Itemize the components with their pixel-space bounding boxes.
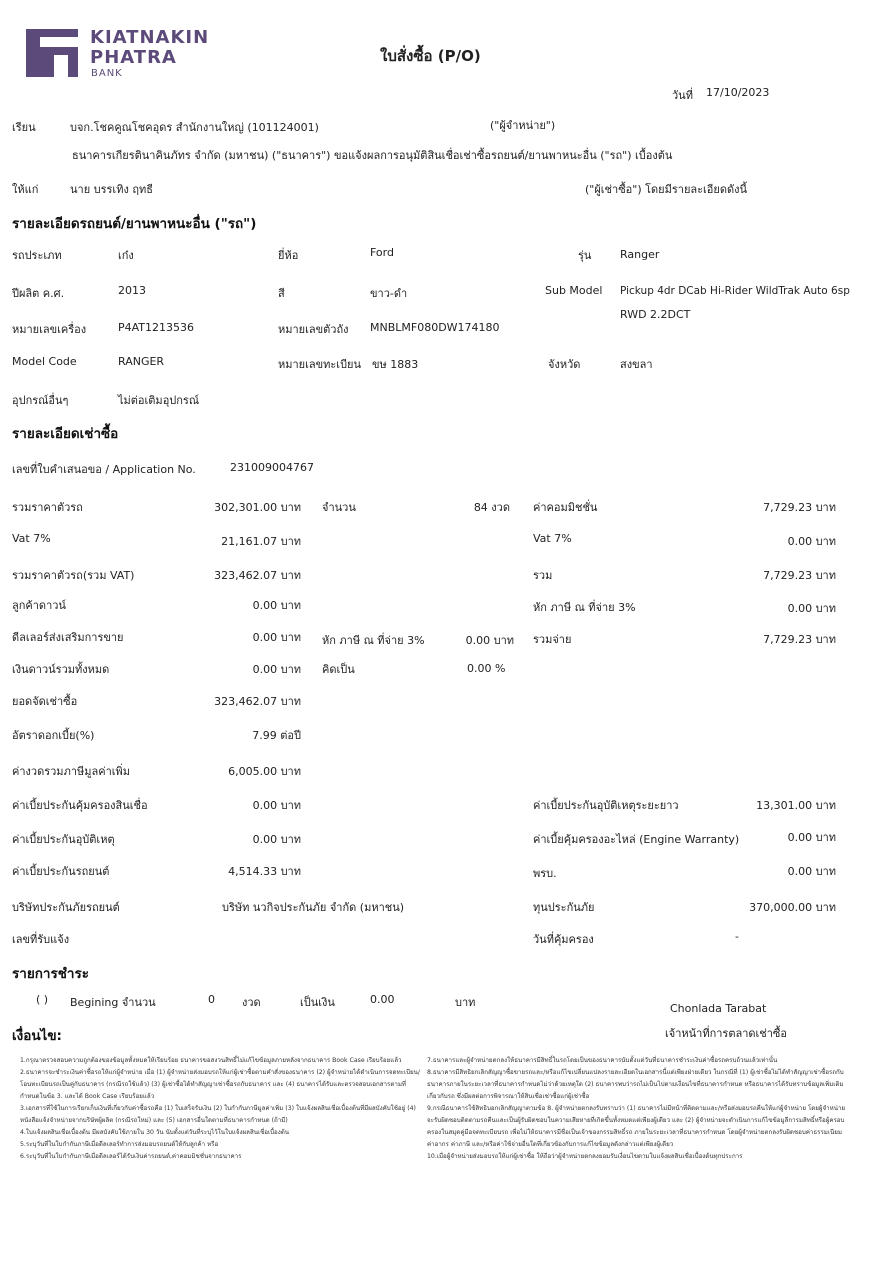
- brand-value: Ford: [370, 246, 394, 259]
- cmi-label: พรบ.: [533, 867, 557, 880]
- vat-value: 21,161.07 บาท: [221, 535, 301, 548]
- pct-value: 0.00 %: [467, 662, 506, 675]
- bank-logo-icon: [20, 25, 82, 81]
- app-value: 231009004767: [230, 461, 314, 474]
- price-value: 302,301.00 บาท: [214, 501, 301, 514]
- price-label: รวมราคาตัวรถ: [12, 501, 83, 514]
- to-role: ("ผู้จำหน่าย"): [490, 119, 556, 132]
- equip-label: อุปกรณ์อื่นๆ: [12, 394, 69, 407]
- equip-value: ไม่ต่อเติมอุปกรณ์: [118, 394, 200, 407]
- sum-label: รวม: [533, 569, 553, 582]
- lease-heading: รายละเอียดเช่าซื้อ: [12, 426, 119, 442]
- condition-item: 3.เอกสารที่ใช้ในการเรียกเก็บเงินที่เกี่ยวกับค่าซื้อรถคือ (1) ใบเสร็จรับเงิน (2) ใบกำกับภาษีมูลค่าเพิ่ม (3) ใบแจ้งผลสินเชื่อเบื้องต้นที่มีผลบังคับใช้อยู่ (4) หนังสือแจ้งจำหน่ายจากบริษัทผู้ผลิต (กรณีรถใหม่) และ (5) เอกสารอื่นใดตามที่ธนาคารกำหนด (ถ้ามี): [20, 1105, 416, 1124]
- logo-line1: KIATNAKIN: [90, 27, 210, 48]
- credit-label: ค่าเบี้ยประกันคุ้มครองสินเชื่อ: [12, 799, 148, 812]
- vehicle-heading: รายละเอียดรถยนต์/ยานพาหนะอื่น ("รถ"): [12, 216, 257, 232]
- conditions-heading: เงื่อนไข:: [12, 1028, 62, 1044]
- down-label: ลูกค้าดาวน์: [12, 599, 66, 612]
- term-label: จำนวน: [322, 501, 356, 514]
- condition-item: 2.ธนาคารจะชำระเงินค่าซื้อรถให้แก่ผู้จำหน่าย เมื่อ (1) ผู้จำหน่ายส่งมอบรถให้แก่ผู้เช่าซื้อตามคำสั่งของธนาคาร (2) ผู้จำหน่ายได้ดำเนินการจดทะเบียน/โอนทะเบียนรถเป็นคู่กับธนาคาร (กรณีรถใช้แล้ว) (3) ผู้เช่าซื้อได้ทำสัญญาเช่าซื้อรถกับธนาคาร และ (4) ธนาคารได้รับและตรวจสอบเอกสารตามที่กำหนดในข้อ 3. และได้ Book Case เรียบร้อยแล้ว: [20, 1069, 420, 1100]
- condition-item: 7.ธนาคารและผู้จำหน่ายตกลงให้ธนาคารมีสิทธิ์ในรถโดยเป็นของธนาคารนับตั้งแต่วันที่ธนาคารชำระเงินค่าซื้อรถครบถ้วนแล้วเท่านั้น: [427, 1057, 778, 1064]
- signer-title: เจ้าหน้าที่การตลาดเช่าซื้อ: [665, 1027, 788, 1040]
- amount-value: 0.00: [370, 993, 395, 1006]
- condition-item: 4.ใบแจ้งผลสินเชื่อเบื้องต้น มีผลบังคับใช้ภายใน 30 วัน นับตั้งแต่วันที่ระบุไว้ในใบแจ้งผลสินเชื่อเบื้องต้น: [20, 1129, 290, 1136]
- pa-label: ค่าเบี้ยประกันอุบัติเหตุ: [12, 833, 115, 846]
- condition-item: 9.กรณีธนาคารใช้สิทธิบอกเลิกสัญญาตามข้อ 8. ผู้จำหน่ายตกลงรับทราบว่า (1) ธนาคารไม่มีหน้าที่ติดตามและ/หรือส่งมอบรถคืนให้แก่ผู้จำหน่าย โดยผู้จำหน่ายจะรับผิดชอบติดตามรถคืนและเป็นผู้รับผิดชอบในความเสียหายที่เกิดขึ้นทั้งหมดแต่เพียงผู้เดียว และ (2) ผู้จำหน่ายจะดำเนินการแก้ไขข้อมูลีการมสิทธิ์หรือผู้ครอบครองในสมุดคู่มือจดทะเบียนรถ เพื่อไม่ให้ธนาคารมีชื่อเป็นเจ้าของกรรมสิทธิ์รถ ภายในระยะเวลาที่ธนาคารกำหนด โดยผู้จำหน่ายตกลงรับผิดชอบค่าธรรมเนียม ค่าอากร ค่าภาษี และ/หรือค่าใช้จ่ายอื่นใดที่เกี่ยวข้องกับการแก้ไขข้อมูลดังกล่าวแต่เพียงผู้เดียว: [427, 1105, 846, 1148]
- logo-line3: BANK: [91, 68, 123, 79]
- to-value: บจก.โชคคูณโชคอุดร สำนักงานใหญ่ (101124001): [70, 121, 319, 134]
- payment-checkbox: ( ): [36, 993, 49, 1006]
- dwht-label: หัก ภาษี ณ ที่จ่าย 3%: [322, 634, 425, 647]
- province-value: สงขลา: [620, 358, 653, 371]
- payment-heading: รายการชำระ: [12, 966, 89, 982]
- sum-value: 7,729.23 บาท: [763, 569, 836, 582]
- condition-item: 10.เมื่อผู้จำหน่ายส่งมอบรถให้แก่ผู้เช่าซื้อ ให้ถือว่าผู้จำหน่ายตกลงยอมรับเงื่อนไขตามใบแจ้งผลสินเชื่อเบื้องต้นทุกประการ: [427, 1153, 743, 1160]
- eng-value: 0.00 บาท: [787, 831, 836, 844]
- coverage-label: วันที่คุ้มครอง: [533, 933, 594, 946]
- vat-label: Vat 7%: [12, 532, 51, 545]
- engine-label: หมายเลขเครื่อง: [12, 323, 87, 336]
- amount-currency: บาท: [455, 996, 476, 1009]
- insco-label: บริษัทประกันภัยรถยนต์: [12, 901, 120, 914]
- bank-logo: [20, 25, 210, 85]
- down-value: 0.00 บาท: [252, 599, 301, 612]
- dwht-value: 0.00 บาท: [465, 634, 514, 647]
- app-label: เลขที่ใบคำเสนอขอ / Application No.: [12, 463, 196, 476]
- pricevat-value: 323,462.07 บาท: [214, 569, 301, 582]
- begin-unit: งวด: [242, 996, 261, 1009]
- finance-value: 323,462.07 บาท: [214, 695, 301, 708]
- rate-value: 7.99 ต่อปี: [252, 729, 301, 742]
- comm-value: 7,729.23 บาท: [763, 501, 836, 514]
- totalpay-label: รวมจ่าย: [533, 633, 572, 646]
- comm-label: ค่าคอมมิชชั่น: [533, 501, 598, 514]
- sum-ins-value: 370,000.00 บาท: [749, 901, 836, 914]
- date-label: วันที่: [672, 89, 693, 102]
- totalpay-value: 7,729.23 บาท: [763, 633, 836, 646]
- coverage-value: -: [735, 930, 739, 943]
- model-label: รุ่น: [578, 249, 592, 262]
- begin-label: Begining จำนวน: [70, 996, 156, 1009]
- submodel-label: Sub Model: [545, 284, 603, 297]
- modelcode-value: RANGER: [118, 355, 165, 368]
- model-value: Ranger: [620, 248, 660, 261]
- totaldown-value: 0.00 บาท: [252, 663, 301, 676]
- for-value: นาย บรรเทิง ฤทธี: [70, 183, 153, 196]
- for-role: ("ผู้เช่าซื้อ") โดยมีรายละเอียดดังนี้: [585, 183, 748, 196]
- for-label: ให้แก่: [12, 183, 39, 196]
- signer-name: Chonlada Tarabat: [670, 1002, 767, 1015]
- to-label: เรียน: [12, 121, 36, 134]
- chassis-value: MNBLMF080DW174180: [370, 321, 500, 334]
- svat-label: ค่างวดรวมภาษีมูลค่าเพิ่ม: [12, 765, 131, 778]
- conditions-left: [20, 1055, 420, 1163]
- vat2-label: Vat 7%: [533, 532, 572, 545]
- pa-value: 0.00 บาท: [252, 833, 301, 846]
- color-label: สี: [278, 287, 285, 300]
- color-value: ขาว-ดำ: [370, 287, 408, 300]
- svat-value: 6,005.00 บาท: [228, 765, 301, 778]
- condition-item: 8.ธนาคารมีสิทธิยกเลิกสัญญาซื้อขายรถและ/หรือแก้ไขเปลี่ยนแปลงรายละเอียดในเอกสารนี้แต่เพียงฝ่ายเดียว ในกรณีที่ (1) ผู้เช่าซื้อไม่ได้ทำสัญญาเช่าซื้อรถกับธนาคารภายในระยะเวลาที่ธนาคารกำหนดไม่ว่าด้วยเหตุใด (2) ธนาคารพบว่ารถไม่เป็นไปตามเงื่อนไขที่ธนาคารกำหนด หรือธนาคารได้รับทราบข้อมูลเพิ่มเติมเกี่ยวกับรถ ซึ่งมีผลต่อการพิจารณาให้สินเชื่อเช่าซื้อแก่ผู้เช่าซื้อ: [427, 1069, 844, 1100]
- type-label: รถประเภท: [12, 249, 62, 262]
- car-label: ค่าเบี้ยประกันรถยนต์: [12, 865, 110, 878]
- dealer-label: ดีลเลอร์ส่งเสริมการขาย: [12, 631, 124, 644]
- date-value: 17/10/2023: [706, 86, 770, 99]
- brand-label: ยี่ห้อ: [278, 249, 299, 262]
- rate-label: อัตราดอกเบี้ย(%): [12, 729, 95, 742]
- page-title: ใบสั่งซื้อ (P/O): [380, 47, 481, 65]
- cmi-value: 0.00 บาท: [787, 865, 836, 878]
- vat2-value: 0.00 บาท: [787, 535, 836, 548]
- notice-label: เลขที่รับแจ้ง: [12, 933, 70, 946]
- year-label: ปีผลิต ค.ศ.: [12, 287, 65, 300]
- submodel-value-1: Pickup 4dr DCab Hi-Rider WildTrak Auto 6sp: [620, 285, 850, 297]
- intro-text: ธนาคารเกียรตินาคินภัทร จำกัด (มหาชน) ("ธนาคาร") ขอแจ้งผลการอนุมัติสินเชื่อเช่าซื้อรถยนต์/ยานพาหนะอื่น ("รถ") เบื้องต้น: [72, 149, 673, 162]
- conditions-right: [427, 1055, 847, 1163]
- begin-count: 0: [208, 993, 215, 1006]
- wht-value: 0.00 บาท: [787, 602, 836, 615]
- reg-label: หมายเลขทะเบียน: [278, 358, 362, 371]
- submodel-value-2: RWD 2.2DCT: [620, 308, 691, 321]
- year-value: 2013: [118, 284, 146, 297]
- province-label: จังหวัด: [548, 358, 581, 371]
- pct-label: คิดเป็น: [322, 663, 355, 676]
- wht-label: หัก ภาษี ณ ที่จ่าย 3%: [533, 601, 636, 614]
- sum-ins-label: ทุนประกันภัย: [533, 901, 595, 914]
- pa-long-label: ค่าเบี้ยประกันอุบัติเหตุระยะยาว: [533, 799, 679, 812]
- modelcode-label: Model Code: [12, 355, 77, 368]
- chassis-label: หมายเลขตัวถัง: [278, 323, 349, 336]
- insco-value: บริษัท นวกิจประกันภัย จำกัด (มหาชน): [222, 901, 405, 914]
- reg-value: ขษ 1883: [372, 358, 419, 371]
- pricevat-label: รวมราคาตัวรถ(รวม VAT): [12, 569, 135, 582]
- condition-item: 6.ระบุวันที่ในใบกำกับภาษีเมื่อดีลเลอร์ได้รับเงินค่ารถยนต์,ค่าคอมมิชชั่นจากธนาคาร: [20, 1153, 242, 1160]
- logo-line2: PHATRA: [90, 47, 177, 68]
- term-value: 84 งวด: [473, 501, 510, 514]
- finance-label: ยอดจัดเช่าซื้อ: [12, 695, 78, 708]
- car-value: 4,514.33 บาท: [228, 865, 301, 878]
- eng-label: ค่าเบี้ยคุ้มครองอะไหล่ (Engine Warranty): [533, 833, 740, 846]
- credit-value: 0.00 บาท: [252, 799, 301, 812]
- amount-label: เป็นเงิน: [300, 996, 335, 1009]
- totaldown-label: เงินดาวน์รวมทั้งหมด: [12, 663, 110, 676]
- condition-item: 1.กรุณาตรวจสอบความถูกต้องของข้อมูลทั้งหมดให้เรียบร้อย ธนาคารขอสงวนสิทธิ์ไม่แก้ไขข้อมูลภายหลังจากธนาคาร Book Case เรียบร้อยแล้ว: [20, 1057, 402, 1064]
- type-value: เก๋ง: [118, 249, 134, 262]
- engine-value: P4AT1213536: [118, 321, 195, 334]
- condition-item: 5.ระบุวันที่ในใบกำกับภาษีเมื่อดีลเลอร์ทำการส่งมอบรถยนต์ให้กับลูกค้า หรือ: [20, 1141, 219, 1148]
- dealer-value: 0.00 บาท: [252, 631, 301, 644]
- pa-long-value: 13,301.00 บาท: [756, 799, 836, 812]
